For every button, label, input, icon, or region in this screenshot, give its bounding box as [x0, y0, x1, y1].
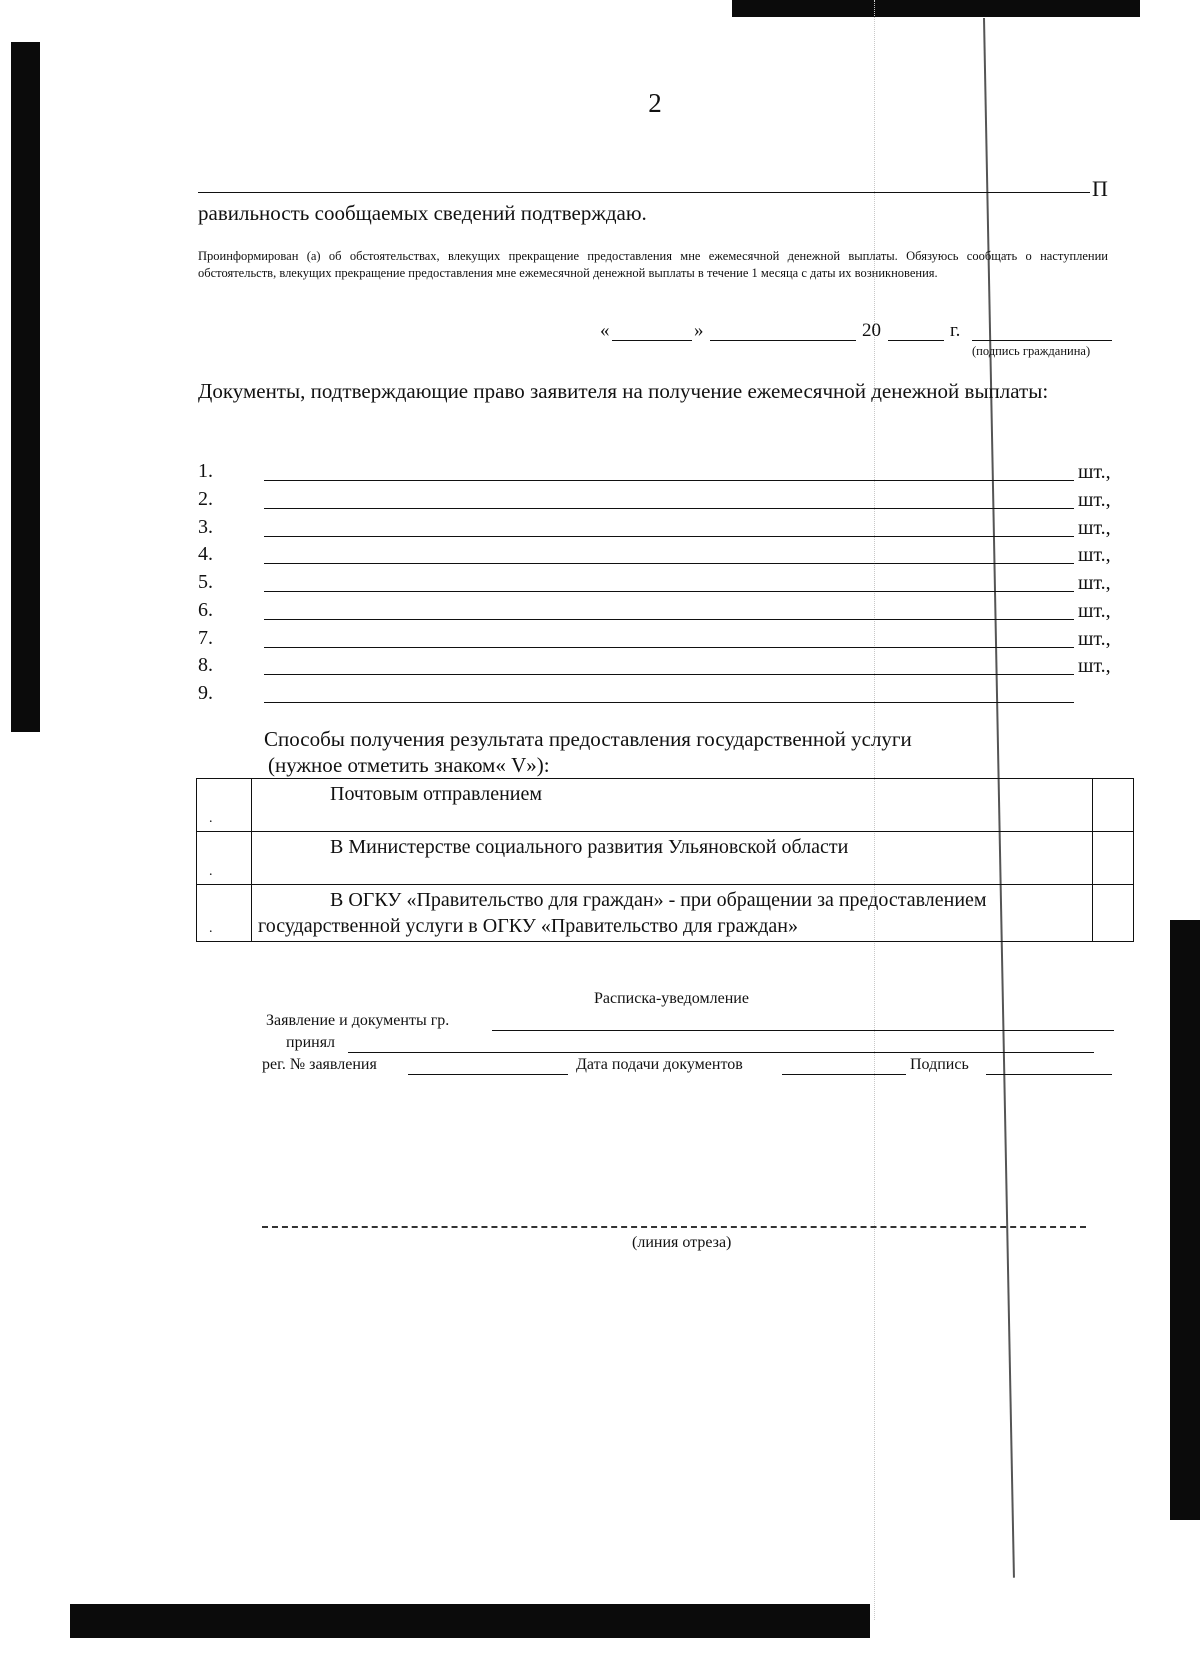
- document-number: 3.: [198, 516, 213, 538]
- scan-edge-bottom: [70, 1604, 870, 1638]
- document-unit: шт.,: [1078, 489, 1111, 511]
- signature-caption: (подпись гражданина): [972, 344, 1091, 358]
- document-entry-field[interactable]: [264, 619, 1074, 620]
- document-entry-field[interactable]: [264, 647, 1074, 648]
- delivery-option-row: [197, 885, 1134, 942]
- document-row: [198, 627, 1118, 653]
- document-number: 5.: [198, 571, 213, 593]
- document-unit: шт.,: [1078, 655, 1111, 677]
- scan-edge-left: [11, 42, 40, 732]
- receipt-reg-number-label: рег. № заявления: [262, 1056, 377, 1073]
- receipt-submission-date-field[interactable]: [782, 1074, 906, 1075]
- document-number: 8.: [198, 654, 213, 676]
- receipt-accepted-label: принял: [286, 1034, 336, 1051]
- methods-heading: Способы получения результата предоставления государственной услуги: [264, 727, 912, 751]
- document-number: 6.: [198, 599, 213, 621]
- date-year-field[interactable]: [888, 340, 944, 341]
- delivery-option-checkbox[interactable]: [197, 885, 252, 942]
- document-number: 1.: [198, 460, 213, 482]
- confirmation-text: равильность сообщаемых сведений подтверждаю.: [198, 201, 647, 225]
- document-entry-field[interactable]: [264, 536, 1074, 537]
- receipt-title: Расписка-уведомление: [594, 990, 749, 1007]
- delivery-option-extra-cell: [1093, 779, 1134, 832]
- informed-paragraph: Проинформирован (а) об обстоятельствах, влекущих прекращение предоставления мне ежемесячной денежной выплаты. Обязуюсь сообщать о наступлении обстоятельств, влекущих прекращение предоставления мне ежемесячной денежной выплаты в течение 1 месяца с даты их возникновения.: [198, 249, 1108, 280]
- document-unit: шт.,: [1078, 544, 1111, 566]
- date-close-quote: »: [694, 320, 704, 341]
- delivery-option-label: В Министерстве социального развития Ульяновской области: [252, 832, 1093, 885]
- delivery-option-row: [197, 832, 1134, 885]
- methods-heading-note: (нужное отметить знаком« V»):: [268, 753, 550, 777]
- document-row: [198, 599, 1118, 625]
- document-number: 9.: [198, 682, 213, 704]
- scan-edge-top: [732, 0, 1140, 17]
- receipt-applicant-field[interactable]: [492, 1030, 1114, 1031]
- document-entry-field[interactable]: [264, 563, 1074, 564]
- delivery-option-checkbox[interactable]: [197, 832, 252, 885]
- document-row: [198, 460, 1118, 486]
- receipt-reg-number-field[interactable]: [408, 1074, 568, 1075]
- document-entry-field[interactable]: [264, 508, 1074, 509]
- document-row: [198, 543, 1118, 569]
- cut-line-label: (линия отреза): [632, 1234, 732, 1251]
- document-unit: шт.,: [1078, 517, 1111, 539]
- documents-heading: Документы, подтверждающие право заявителя на получение ежемесячной денежной выплаты:: [198, 379, 1049, 403]
- receipt-accepted-field[interactable]: [348, 1052, 1094, 1053]
- document-unit: шт.,: [1078, 572, 1111, 594]
- signature-field[interactable]: [972, 340, 1112, 341]
- delivery-option-extra-cell: [1093, 885, 1134, 942]
- delivery-option-checkbox[interactable]: [197, 779, 252, 832]
- document-row: [198, 682, 1118, 708]
- delivery-option-row: [197, 779, 1134, 832]
- document-unit: шт.,: [1078, 600, 1111, 622]
- delivery-option-extra-cell: [1093, 832, 1134, 885]
- document-row: [198, 571, 1118, 597]
- document-number: 7.: [198, 627, 213, 649]
- checkbox-marker: .: [209, 811, 213, 826]
- date-month-field[interactable]: [710, 340, 856, 341]
- checkbox-marker: .: [209, 921, 213, 936]
- document-row: [198, 516, 1118, 542]
- receipt-submission-date-label: Дата подачи документов: [576, 1056, 743, 1073]
- confirmation-rule: [198, 192, 1090, 193]
- document-row: [198, 488, 1118, 514]
- checkbox-marker: .: [209, 864, 213, 879]
- date-year-prefix: 20: [862, 320, 881, 341]
- page-number: 2: [648, 88, 662, 118]
- receipt-applicant-label: Заявление и документы гр.: [266, 1012, 450, 1029]
- document-number: 4.: [198, 543, 213, 565]
- document-unit: шт.,: [1078, 628, 1111, 650]
- document-entry-field[interactable]: [264, 591, 1074, 592]
- delivery-option-label: В ОГКУ «Правительство для граждан» - при обращении за предоставлением государственной услуги в ОГКУ «Правительство для граждан»: [252, 885, 1093, 942]
- delivery-option-label: Почтовым отправлением: [252, 779, 1093, 832]
- date-line: [600, 320, 1120, 342]
- scan-edge-right: [1170, 920, 1200, 1520]
- document-number: 2.: [198, 488, 213, 510]
- document-entry-field[interactable]: [264, 702, 1074, 703]
- document-entry-field[interactable]: [264, 674, 1074, 675]
- document-unit: шт.,: [1078, 461, 1111, 483]
- delivery-methods-table: [196, 778, 1134, 942]
- date-year-suffix: г.: [950, 320, 961, 341]
- receipt-signature-field[interactable]: [986, 1074, 1112, 1075]
- date-open-quote: «: [600, 320, 610, 341]
- confirmation-first-letter: П: [1092, 176, 1108, 201]
- cut-line: [262, 1226, 1086, 1228]
- document-row: [198, 654, 1118, 680]
- receipt-signature-label: Подпись: [910, 1056, 969, 1073]
- date-day-field[interactable]: [612, 340, 692, 341]
- document-entry-field[interactable]: [264, 480, 1074, 481]
